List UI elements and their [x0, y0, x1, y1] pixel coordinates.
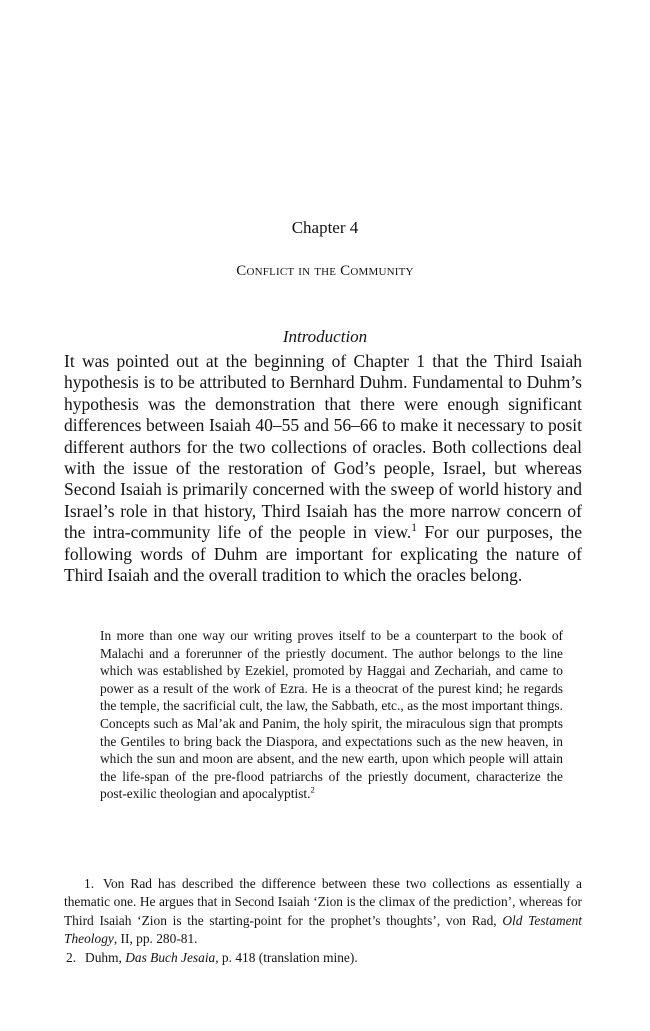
footnote-ref-2: 2 [310, 784, 315, 795]
footnote-1 [64, 875, 582, 949]
block-quote-text: In more than one way our writing proves itself to be a counterpart to the book of Malachi and a forerunner of the priestly document. The author belongs to the line which was established by Ezekiel, promoted by Haggai and Zechariah, and came to power as a result of the work of Ezra. He is a theocrat of the purest kind; he regards the temple, the sacrificial cult, the law, the Sabbath, etc., as the most important things. Concepts such as Mal’ak and Panim, the holy spirit, the miraculous sign that prompts the Gentiles to bring back the Diaspora, and expectations such as the new heaven, in which the sun and moon are absent, and the new earth, upon which people will attain the life-span of the pre-flood patriarchs of the priestly document, characterize the post-exilic theologian and apocalyptist. [100, 628, 563, 802]
block-quote [100, 627, 563, 803]
body-paragraph [64, 351, 582, 586]
body-text-part-1: It was pointed out at the beginning of Chapter 1 that the Third Isaiah hypothesis is to be attributed to Bernhard Duhm. Fundamental to Duhm’s hypothesis was the demonstration that there were enough significant differences between Isaiah 40–55 and 56–66 to make it necessary to posit different authors for the two collections of oracles. Both collections deal with the issue of the restoration of God’s people, Israel, but whereas Second Isaiah is primarily concerned with the sweep of world history and Israel’s role in that history, Third Isaiah has the more narrow concern of the intra-community life of the people in view. [64, 351, 582, 543]
footnote-book-title: Old Testament Theology [64, 912, 582, 947]
footnote-book-title: Das Buch Jesaia [125, 949, 216, 965]
chapter-title: Conflict in the Community [236, 263, 414, 279]
footnote-text: Von Rad has described the difference between these two collections as essentially a thematic one. He argues that in Second Isaiah ‘Zion is the climax of the prediction’, whereas for Third Isaiah ‘Zion is the starting-point for the prophet’s thoughts’, von Rad, [64, 876, 582, 928]
footnote-citation: , p. 418 (translation mine). [215, 949, 358, 965]
footnotes [64, 875, 582, 967]
footnote-2 [64, 949, 582, 967]
body-text-part-2: For our purposes, the following words of Duhm are important for explicating the nature of Third Isaiah and the overall tradition to which the oracles belong. [64, 522, 582, 586]
footnote-citation: , II, pp. 280-81. [113, 931, 198, 947]
footnote-author: Duhm, [85, 949, 126, 965]
footnote-number: 1. [84, 876, 95, 891]
chapter-number: Chapter 4 [291, 218, 359, 237]
footnote-number: 2. [66, 949, 77, 965]
section-heading: Introduction [282, 327, 368, 346]
footnote-ref-1: 1 [411, 522, 417, 535]
